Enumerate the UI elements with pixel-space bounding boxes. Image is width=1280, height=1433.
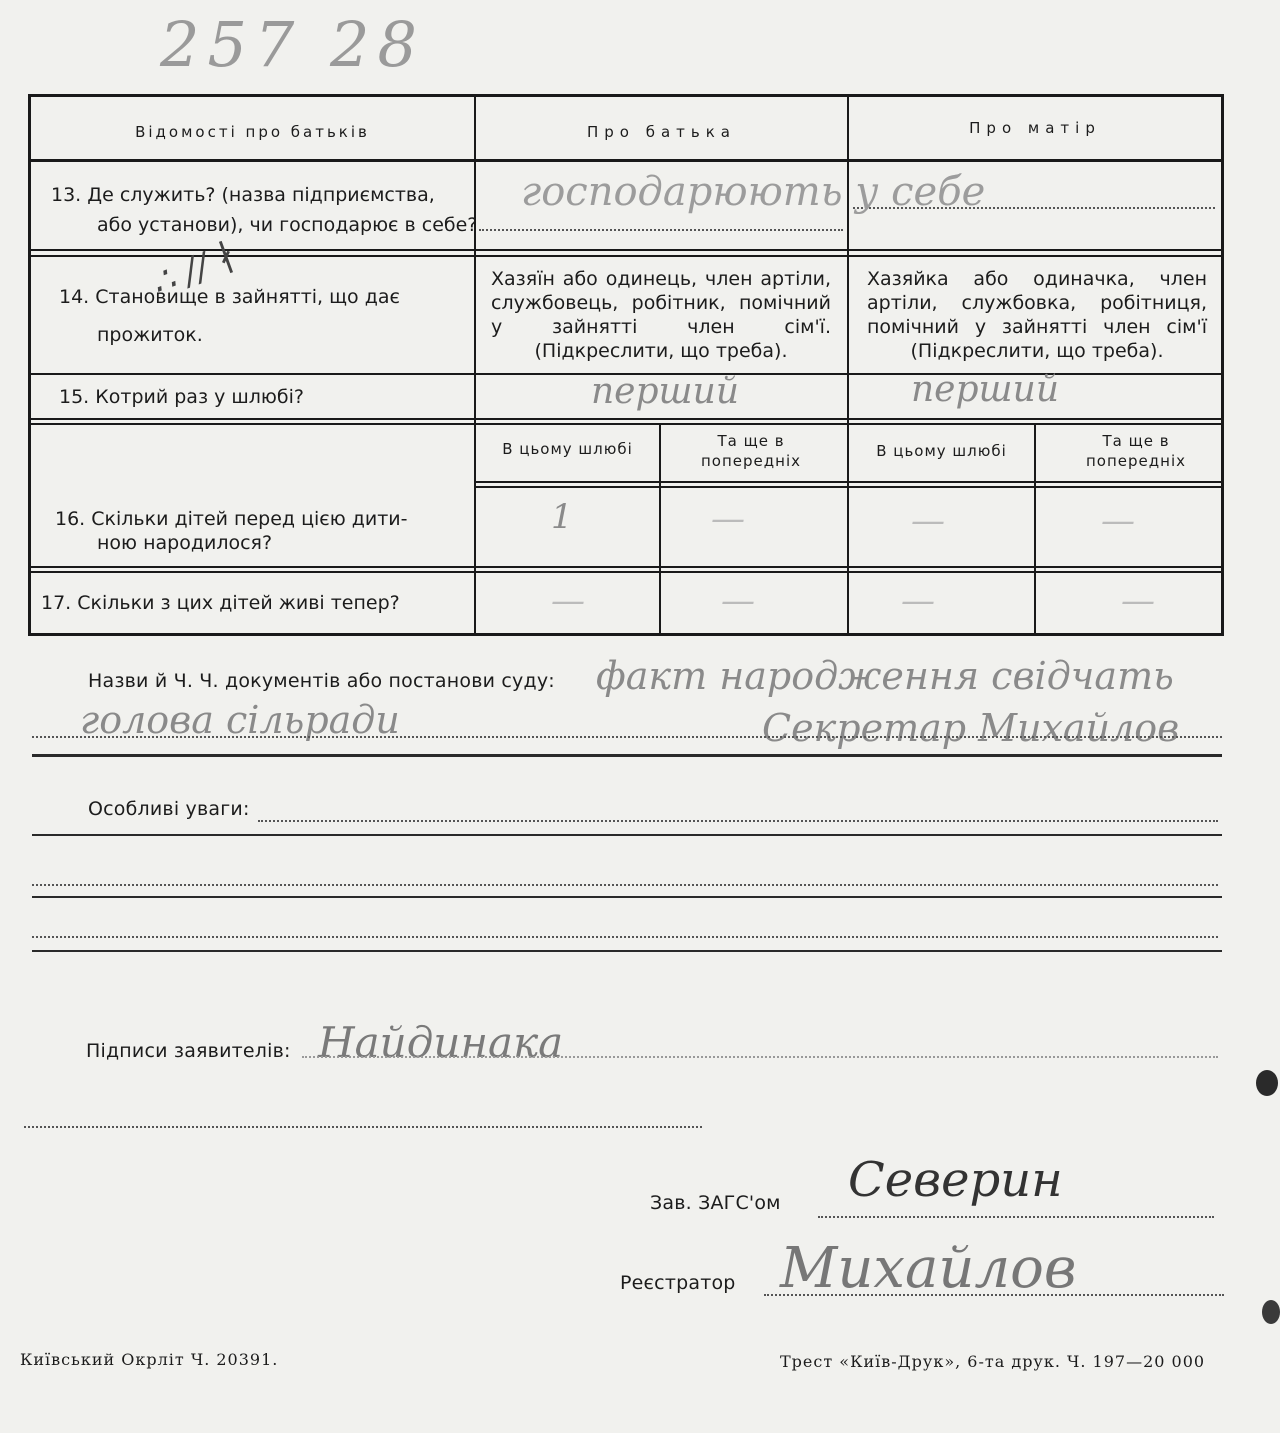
row14-mother-options: Хазяйка або одиначка, член артіли, службовка, робітниця, помічний у зайнятті член сім'ї (Підкреслити, що треба). <box>867 268 1207 362</box>
documents-line2b: Секретар Михайлов <box>762 706 1180 750</box>
row15-father-answer: перший <box>591 371 740 412</box>
subheader-father-this-marriage: В цьому шлюбі <box>502 440 633 458</box>
special-notes-line-3 <box>32 936 1218 938</box>
row16-label-2: ною народилося? <box>97 532 273 554</box>
footer-printer-left: Київський Окрліт Ч. 20391. <box>20 1350 279 1369</box>
subheader-father-previous: Та ще в попередніх <box>701 432 801 470</box>
row13-label-2: або установи), чи господарює в себе? <box>97 214 478 236</box>
row13-answer: господарюють у себе <box>521 169 986 215</box>
footer-printer-right: Трест «Київ-Друк», 6-та друк. Ч. 197—20 000 <box>780 1352 1206 1371</box>
ink-blot <box>1256 1070 1278 1096</box>
row16-father-this: 1 <box>551 497 573 537</box>
subheader-mother-this-marriage: В цьому шлюбі <box>876 442 1007 460</box>
row17-mother-this: — <box>901 581 935 621</box>
header-father: Про батька <box>586 123 737 141</box>
subheader-mother-previous: Та ще в попередніх <box>1086 432 1186 470</box>
row14-annotation-scribble: ∴ ∕∕ ∤ <box>145 236 242 305</box>
parents-info-table <box>28 94 1224 636</box>
applicants-signature: Найдинака <box>318 1018 564 1067</box>
documents-label: Назви й Ч. Ч. документів або постанови суду: <box>88 670 555 692</box>
row16-mother-this: — <box>911 501 945 541</box>
applicants-signature-label: Підписи заявителів: <box>86 1040 291 1062</box>
row13-label-1: 13. Де служить? (назва підприємства, <box>51 184 435 206</box>
row14-label-1: 14. Становище в зайнятті, що дає <box>59 286 400 308</box>
row17-label: 17. Скільки з цих дітей живі тепер? <box>41 592 400 614</box>
zags-head-signature: Северин <box>848 1152 1063 1208</box>
special-notes-label: Особливі уваги: <box>88 798 250 820</box>
row17-father-prev: — <box>721 581 755 621</box>
registrar-signature: Михайлов <box>780 1236 1077 1301</box>
row15-label: 15. Котрий раз у шлюбі? <box>59 386 304 408</box>
documents-line2a: голова сільради <box>80 698 400 742</box>
row14-label-2: прожиток. <box>97 324 203 346</box>
special-notes-line-1 <box>258 820 1218 822</box>
row16-mother-prev: — <box>1101 501 1135 541</box>
row17-father-this: — <box>551 581 585 621</box>
row15-mother-answer: перший <box>911 369 1060 410</box>
registrar-label: Реєстратор <box>620 1272 736 1294</box>
header-mother: Про матір <box>969 119 1101 137</box>
row16-father-prev: — <box>711 499 745 539</box>
row16-label-1: 16. Скільки дітей перед цією дити- <box>55 508 408 530</box>
header-parents-info: Відомості про батьків <box>135 123 370 141</box>
zags-head-label: Зав. ЗАГС'ом <box>650 1192 781 1214</box>
archive-number-note: 257 28 <box>160 8 425 81</box>
row17-mother-prev: — <box>1121 581 1155 621</box>
row14-father-options: Хазяїн або одинець, член артіли, службовець, робітник, помічний у зайнятті член сім'ї. (Підкреслити, що треба). <box>491 268 831 362</box>
special-notes-line-2 <box>32 884 1218 886</box>
ink-blot <box>1262 1300 1280 1324</box>
documents-line1: факт народження свідчать <box>596 654 1174 698</box>
